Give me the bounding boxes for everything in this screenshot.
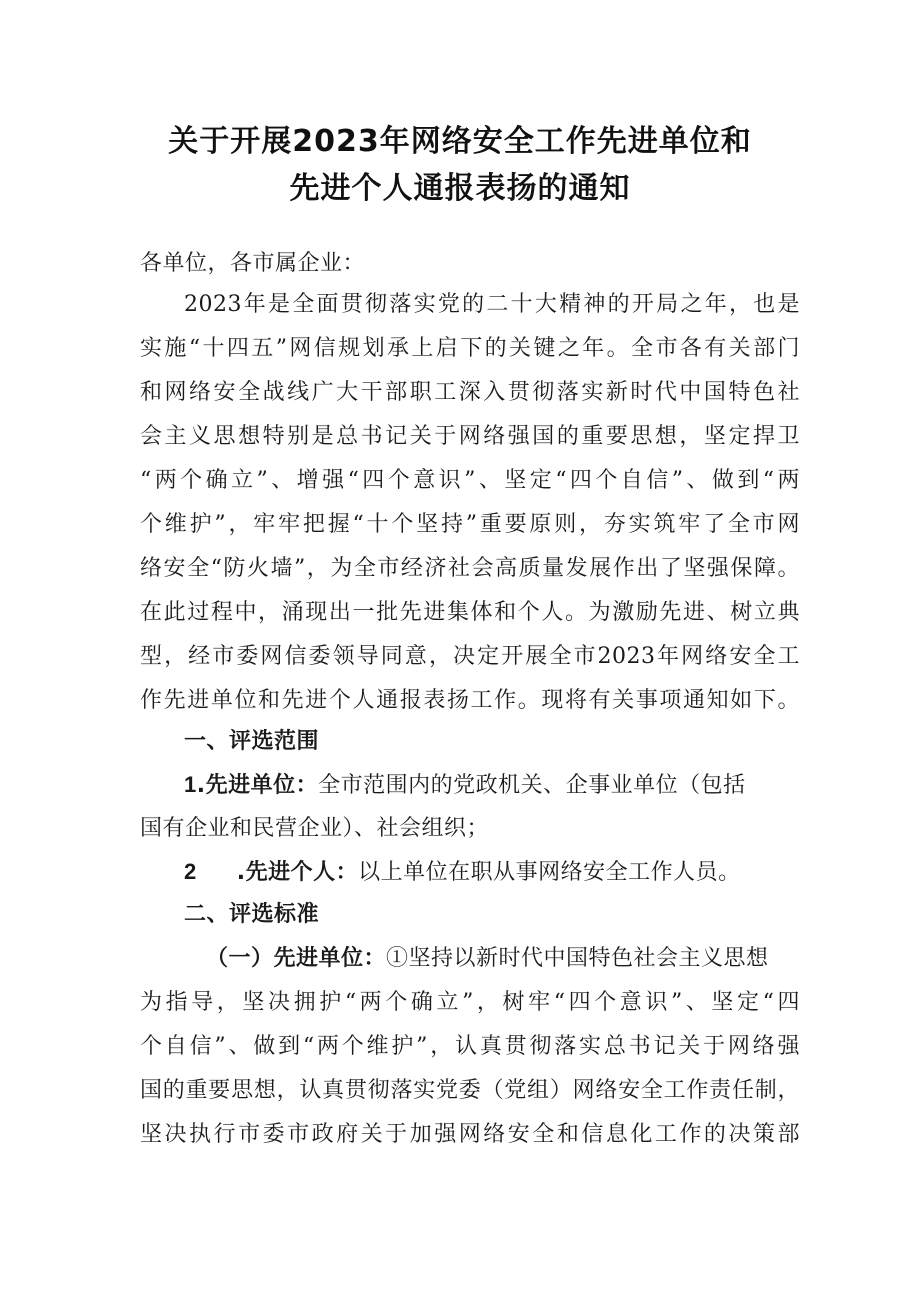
item-label: .先进单位： <box>196 773 319 798</box>
body-line: “两个确立”、增强“四个意识”、坚定“四个自信”、做到“两 <box>140 468 800 493</box>
body-line: 作先进单位和先进个人通报表扬工作。现将有关事项通知如下。 <box>140 688 800 713</box>
item-label: .先进个人： <box>236 860 359 885</box>
criteria-advanced-unit <box>206 939 800 979</box>
item-number: 2 <box>184 859 197 884</box>
salutation: 各单位，各市属企业： <box>140 251 366 276</box>
criteria-line: 为指导，坚决拥护“两个确立”，树牢“四个意识”、坚定“四 <box>140 990 800 1015</box>
body-line: 在此过程中，涌现出一批先进集体和个人。为激励先进、树立典 <box>140 600 800 625</box>
item-text: 全市范围内的党政机关、企事业单位（包括 <box>318 773 746 798</box>
scope-item-1 <box>184 765 800 805</box>
body-line: 个维护”，牢牢把握“十个坚持”重要原则，夯实筑牢了全市网 <box>140 512 800 537</box>
document-title-line-2: 先进个人通报表扬的通知 <box>289 171 631 206</box>
scope-item-1-continuation: 国有企业和民营企业）、社会组织； <box>140 816 490 841</box>
body-line: 2023年是全面贯彻落实党的二十大精神的开局之年，也是 <box>184 292 800 317</box>
body-line: 型，经市委网信委领导同意，决定开展全市2023年网络安全工 <box>140 644 800 669</box>
criteria-line: 个自信”、做到“两个维护”，认真贯彻落实总书记关于网络强 <box>140 1034 800 1059</box>
criteria-text: ①坚持以新时代中国特色社会主义思想 <box>386 946 769 971</box>
criteria-line: 国的重要思想，认真贯彻落实党委（党组）网络安全工作责任制， <box>140 1078 800 1103</box>
scope-item-2 <box>184 852 800 892</box>
document-title-line-1: 关于开展2023年网络安全工作先进单位和 <box>168 124 752 159</box>
body-line: 和网络安全战线广大干部职工深入贯彻落实新时代中国特色社 <box>140 380 800 405</box>
section-heading-criteria: 二、评选标准 <box>184 902 320 927</box>
body-line: 络安全“防火墙”，为全市经济社会高质量发展作出了坚强保障。 <box>140 556 800 581</box>
body-line: 会主义思想特别是总书记关于网络强国的重要思想，坚定捍卫 <box>140 424 800 449</box>
body-line: 实施“十四五”网信规划承上启下的关键之年。全市各有关部门 <box>140 336 800 361</box>
criteria-line: 坚决执行市委市政府关于加强网络安全和信息化工作的决策部 <box>140 1122 800 1147</box>
criteria-label: （一）先进单位： <box>206 946 387 971</box>
item-text: 以上单位在职从事网络安全工作人员。 <box>358 860 741 885</box>
section-heading-scope: 一、评选范围 <box>184 729 320 754</box>
item-number: 1 <box>184 772 197 797</box>
